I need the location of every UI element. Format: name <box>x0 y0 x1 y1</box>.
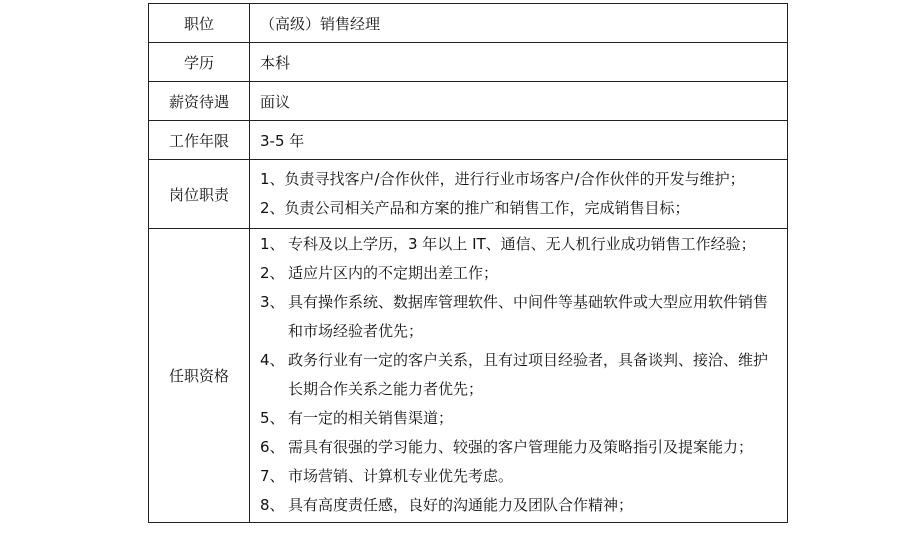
requirement-item <box>260 230 781 259</box>
requirement-text: 具有操作系统、数据库管理软件、中间件等基础软件或大型应用软件销售和市场经验者优先； <box>288 293 769 340</box>
position-value: （高级）销售经理 <box>250 4 788 43</box>
salary-label: 薪资待遇 <box>149 82 250 121</box>
requirement-text: 政务行业有一定的客户关系，且有过项目经验者，具备谈判、接洽、维护长期合作关系之能力者优先； <box>288 351 769 398</box>
row-experience <box>149 121 788 160</box>
requirement-text: 专科及以上学历，3 年以上 IT、通信、无人机行业成功销售工作经验； <box>288 235 756 253</box>
salary-value: 面议 <box>250 82 788 121</box>
requirement-item <box>260 288 781 346</box>
requirement-number: 1、 <box>260 235 285 253</box>
experience-value: 3-5 年 <box>250 121 788 160</box>
requirements-list <box>260 229 781 522</box>
duty-item: 1、负责寻找客户/合作伙伴，进行行业市场客户/合作伙伴的开发与维护； <box>260 170 745 188</box>
requirement-number: 3、 <box>260 293 285 311</box>
requirement-number: 8、 <box>260 496 285 514</box>
requirement-number: 4、 <box>260 351 285 369</box>
experience-label: 工作年限 <box>149 121 250 160</box>
row-position <box>149 4 788 43</box>
requirement-number: 2、 <box>260 264 285 282</box>
duties-value <box>250 160 788 229</box>
requirement-text: 适应片区内的不定期出差工作； <box>288 264 499 282</box>
duties-label: 岗位职责 <box>149 160 250 229</box>
row-education <box>149 43 788 82</box>
requirement-number: 5、 <box>260 409 285 427</box>
row-duties <box>149 160 788 229</box>
requirement-item <box>260 491 781 520</box>
duty-item: 2、负责公司相关产品和方案的推广和销售工作，完成销售目标； <box>260 199 690 217</box>
row-salary <box>149 82 788 121</box>
requirement-number: 7、 <box>260 467 285 485</box>
requirement-item <box>260 259 781 288</box>
requirement-item <box>260 404 781 433</box>
requirement-text: 有一定的相关销售渠道； <box>288 409 454 427</box>
requirement-item <box>260 433 781 462</box>
requirement-text: 市场营销、计算机专业优先考虑。 <box>288 467 514 485</box>
requirement-text: 具有高度责任感，良好的沟通能力及团队合作精神； <box>288 496 634 514</box>
requirement-item <box>260 346 781 404</box>
row-requirements <box>149 229 788 523</box>
requirements-value <box>250 229 788 523</box>
requirement-item <box>260 462 781 491</box>
education-value: 本科 <box>250 43 788 82</box>
requirement-text: 需具有很强的学习能力、较强的客户管理能力及策略指引及提案能力； <box>288 438 754 456</box>
position-label: 职位 <box>149 4 250 43</box>
education-label: 学历 <box>149 43 250 82</box>
job-info-table <box>148 3 788 523</box>
requirements-label: 任职资格 <box>149 229 250 523</box>
requirement-number: 6、 <box>260 438 285 456</box>
